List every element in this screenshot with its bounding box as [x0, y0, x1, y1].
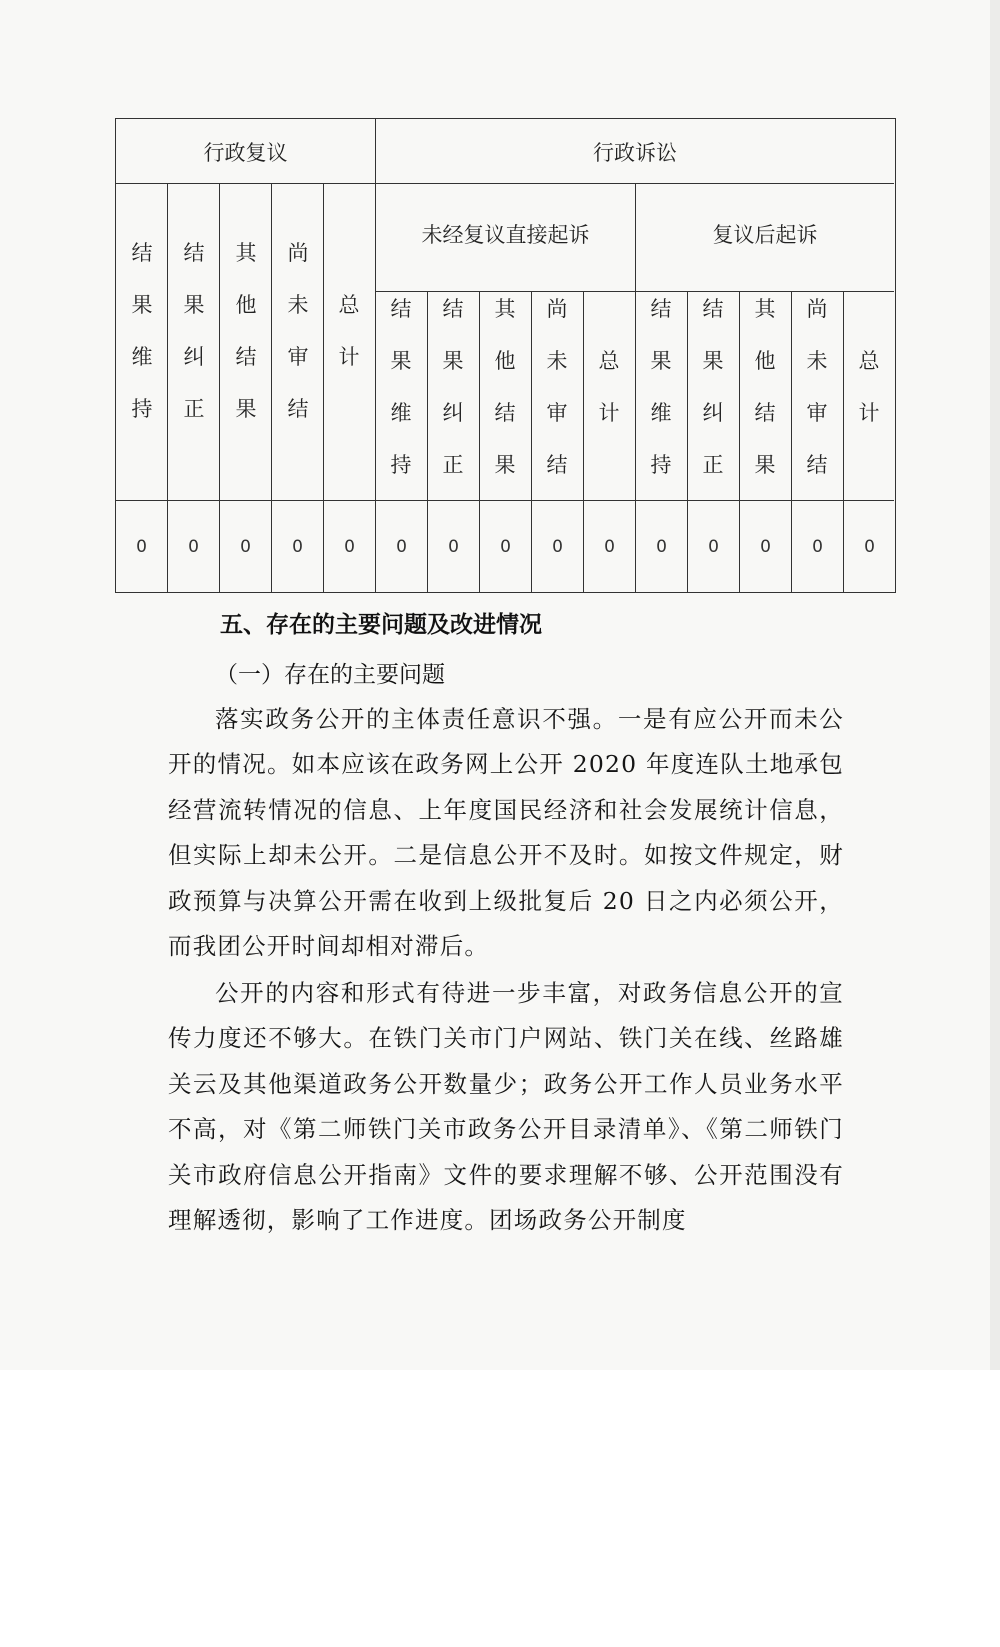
- col-after-other: 其 他 结 果: [754, 297, 776, 477]
- table-cell-value: 0: [240, 537, 251, 557]
- header-reconsideration: 行政复议: [203, 141, 288, 165]
- table-rule: [271, 183, 272, 592]
- table-rule: [219, 183, 220, 592]
- table-cell-value: 0: [500, 537, 511, 557]
- col-direct-total: 总 计: [598, 349, 620, 425]
- col-result-corrected: 结 果 纠 正: [183, 241, 205, 421]
- col-direct-pending: 尚 未 审 结: [546, 297, 568, 477]
- col-total: 总 计: [338, 293, 360, 369]
- table-cell-value: 0: [292, 537, 303, 557]
- header-litigation: 行政诉讼: [593, 141, 677, 165]
- table-cell-value: 0: [604, 537, 615, 557]
- section-heading: 五、存在的主要问题及改进情况: [220, 612, 542, 638]
- table-cell-value: 0: [812, 537, 823, 557]
- table-cell-value: 0: [136, 537, 147, 557]
- table-cell-value: 0: [448, 537, 459, 557]
- header-suit-after-reconsideration: 复议后起诉: [712, 223, 818, 247]
- col-direct-corrected: 结 果 纠 正: [442, 297, 464, 477]
- paragraph: 落实政务公开的主体责任意识不强。一是有应公开而未公开的情况。如本应该在政务网上公开 2020 年度连队土地承包经营流转情况的信息、上年度国民经济和社会发展统计信息，但实际上却未公开。二是信息公开不及时。如按文件规定，财政预算与决算公开需在收到上级批复后 20 日之内必须公开，而我团公开时间却相对滞后。: [168, 705, 844, 961]
- table-cell-value: 0: [864, 537, 875, 557]
- col-other-result: 其 他 结 果: [235, 241, 257, 421]
- table-rule: [323, 183, 324, 592]
- col-direct-other: 其 他 结 果: [494, 297, 516, 477]
- col-direct-upheld: 结 果 维 持: [390, 297, 412, 477]
- section-subheading: （一）存在的主要问题: [215, 662, 445, 688]
- table-cell-value: 0: [344, 537, 355, 557]
- col-after-pending: 尚 未 审 结: [806, 297, 828, 477]
- table-rule: [375, 119, 376, 592]
- table-cell-value: 0: [760, 537, 771, 557]
- table-rule: [116, 500, 894, 501]
- col-result-upheld: 结 果 维 持: [131, 241, 153, 421]
- appeals-table: [115, 118, 896, 593]
- col-after-total: 总 计: [858, 349, 880, 425]
- col-after-corrected: 结 果 纠 正: [702, 297, 724, 477]
- col-after-upheld: 结 果 维 持: [650, 297, 672, 477]
- header-direct-suit: 未经复议直接起诉: [421, 223, 590, 247]
- table-rule: [167, 183, 168, 592]
- paragraph: 公开的内容和形式有待进一步丰富，对政务信息公开的宣传力度还不够大。在铁门关市门户网站、铁门关在线、丝路雄关云及其他渠道政务公开数量少；政务公开工作人员业务水平不高，对《第二师铁门关市政务公开目录清单》、《第二师铁门关市政府信息公开指南》文件的要求理解不够、公开范围没有理解透彻，影响了工作进度。团场政务公开制度: [168, 979, 844, 1235]
- table-cell-value: 0: [396, 537, 407, 557]
- table-cell-value: 0: [552, 537, 563, 557]
- table-cell-value: 0: [656, 537, 667, 557]
- table-cell-value: 0: [708, 537, 719, 557]
- col-pending: 尚 未 审 结: [287, 241, 309, 421]
- table-cell-value: 0: [188, 537, 199, 557]
- table-rule: [116, 183, 894, 184]
